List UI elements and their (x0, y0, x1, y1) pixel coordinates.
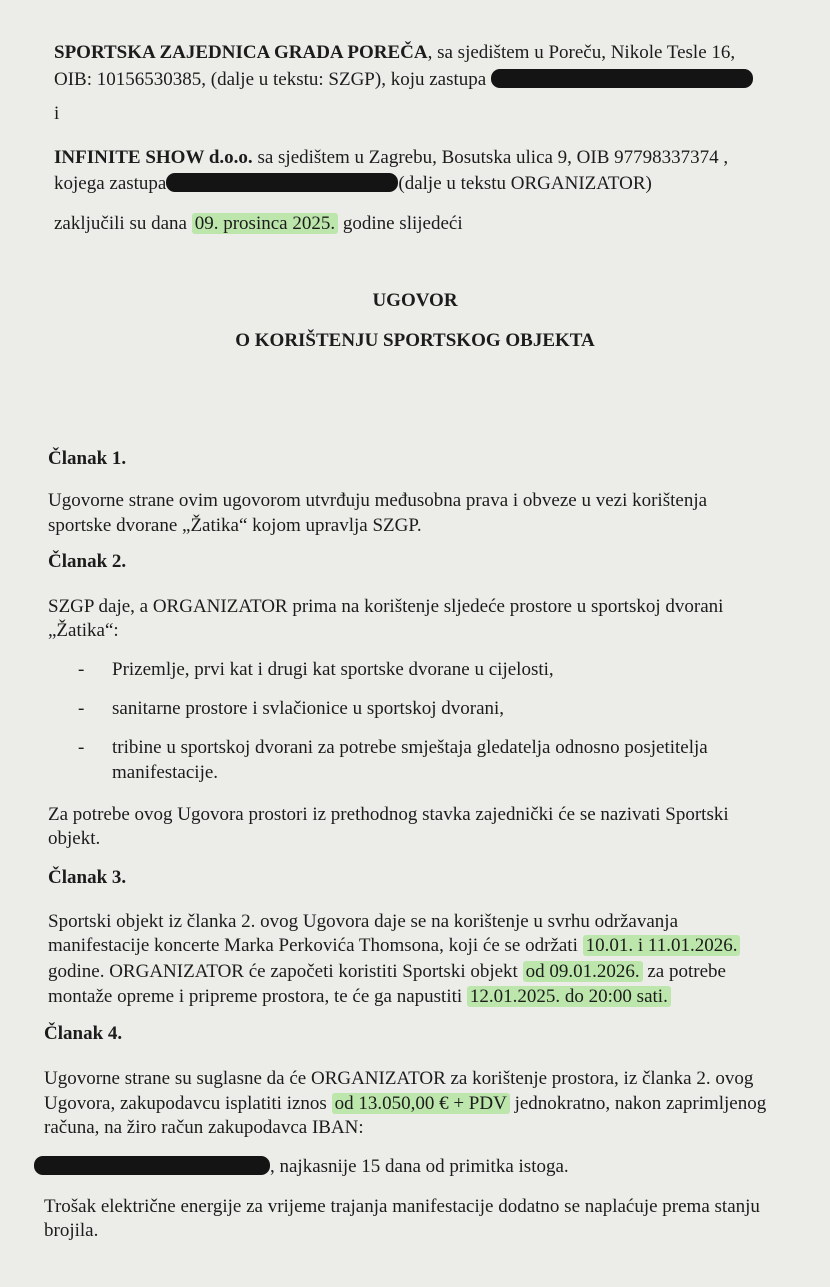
redaction-representative-1 (491, 69, 753, 88)
redaction-representative-2 (166, 173, 398, 192)
bullet-1: - (78, 659, 85, 680)
clanak3-line4-text: montaže opreme i pripreme prostora, te će ga napustiti (48, 986, 467, 1007)
party1-text: , sa sjedištem u Poreču, Nikole Tesle 16, (427, 42, 736, 63)
clanak3-line3-end: za potrebe (642, 961, 726, 982)
party2-line2 (54, 173, 652, 195)
clanak3-line1: Sportski objekt iz članka 2. ovog Ugovora daje se na korištenje u svrhu održavanja (48, 911, 678, 932)
concert-dates: 10.01. i 11.01.2026. (583, 935, 741, 956)
party1-line1 (54, 42, 735, 64)
concluded-line (54, 213, 463, 235)
party2-represented-by: kojega zastupa (54, 173, 167, 194)
payment-deadline: , najkasnije 15 dana od primitka istoga. (270, 1156, 569, 1177)
clanak4-line1: Ugovorne strane su suglasne da će ORGANIZATOR za korištenje prostora, iz članka 2. ovog (44, 1068, 754, 1089)
redaction-iban (34, 1156, 270, 1175)
party2-alias: (dalje u tekstu ORGANIZATOR) (398, 173, 652, 194)
party2-line1 (54, 147, 728, 169)
clanak4-line2 (44, 1093, 766, 1115)
clanak3-line3-text: godine. ORGANIZATOR će započeti koristiti Sportski objekt (48, 961, 523, 982)
clanak2-line1: SZGP daje, a ORGANIZATOR prima na korištenje sljedeće prostore u sportskoj dvorani (48, 596, 724, 617)
clanak2-line2: „Žatika“: (48, 620, 119, 641)
clanak2-note1: Za potrebe ovog Ugovora prostori iz prethodnog stavka zajednički će se nazivati Sportski (48, 804, 729, 825)
clanak1-line2: sportske dvorane „Žatika“ kojom upravlja SZGP. (48, 515, 422, 536)
clanak2-note2: objekt. (48, 828, 101, 849)
clanak4-heading: Članak 4. (44, 1023, 123, 1044)
contract-title: UGOVOR (372, 290, 458, 311)
rental-amount: od 13.050,00 € + PDV (332, 1093, 510, 1114)
party2-name: INFINITE SHOW d.o.o. (54, 147, 253, 168)
list-item-2: sanitarne prostore i svlačionice u sportskoj dvorani, (112, 698, 505, 719)
clanak3-heading: Članak 3. (48, 867, 127, 888)
setup-start-date: od 09.01.2026. (523, 961, 643, 982)
clanak4-line4 (34, 1156, 569, 1178)
party1-oib: OIB: 10156530385, (dalje u tekstu: SZGP), koju zastupa (54, 69, 487, 90)
concluded-text-end: godine slijedeći (338, 213, 463, 234)
party1-name: SPORTSKA ZAJEDNICA GRADA POREČA (54, 42, 428, 63)
list-item-3: tribine u sportskoj dvorani za potrebe smještaja gledatelja odnosno posjetitelja (112, 737, 708, 758)
clanak3-line2-text: manifestacije koncerte Marka Perkovića Thomsona, koji će se održati (48, 935, 583, 956)
bullet-2: - (78, 698, 85, 719)
concluded-date: 09. prosinca 2025. (192, 213, 338, 234)
list-item-3-cont: manifestacije. (112, 762, 219, 783)
party1-line2 (54, 69, 753, 91)
clanak4-line2-text: Ugovora, zakupodavcu isplatiti iznos (44, 1093, 332, 1114)
clanak3-line4 (48, 986, 671, 1008)
clanak1-line1: Ugovorne strane ovim ugovorom utvrđuju međusobna prava i obveze u vezi korištenja (48, 490, 708, 511)
clanak4-line6: brojila. (44, 1220, 99, 1241)
contract-subtitle: O KORIŠTENJU SPORTSKOG OBJEKTA (235, 330, 595, 351)
clanak2-heading: Članak 2. (48, 551, 127, 572)
list-item-1: Prizemlje, prvi kat i drugi kat sportske dvorane u cijelosti, (112, 659, 554, 680)
party2-text: sa sjedištem u Zagrebu, Bosutska ulica 9, OIB 97798337374 , (252, 147, 729, 168)
clanak3-line3 (48, 961, 726, 983)
clanak1-heading: Članak 1. (48, 448, 127, 469)
vacate-date: 12.01.2025. do 20:00 sati. (467, 986, 671, 1007)
clanak4-line2-end: jednokratno, nakon zaprimljenog (509, 1093, 767, 1114)
clanak4-line5: Trošak električne energije za vrijeme trajanja manifestacije dodatno se naplaćuje prema stanju (44, 1196, 760, 1217)
bullet-3: - (78, 737, 85, 758)
conjunction: i (54, 103, 60, 124)
clanak4-line3: računa, na žiro račun zakupodavca IBAN: (44, 1117, 364, 1138)
concluded-text: zaključili su dana (54, 213, 192, 234)
clanak3-line2 (48, 935, 740, 957)
